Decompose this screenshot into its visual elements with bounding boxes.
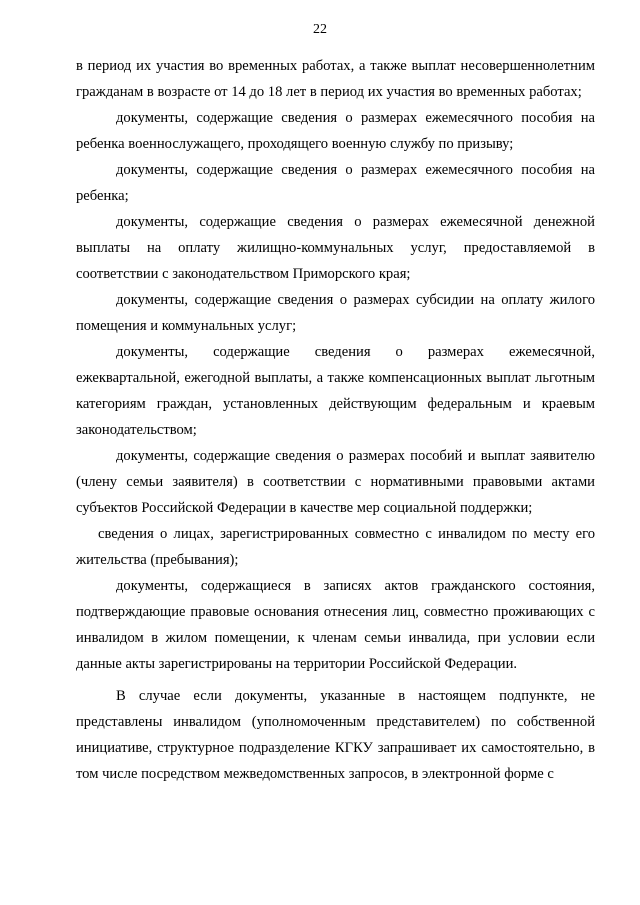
paragraph-continuation: в период их участия во временных работах, а также выплат несовершеннолетним гражданам в возрасте от 14 до 18 лет в период их участия во временных работах; [76, 58, 595, 100]
paragraph-child-benefit: документы, содержащие сведения о размерах ежемесячного пособия на ребенка; [76, 162, 595, 204]
document-body [76, 53, 595, 787]
paragraph-interagency-requests: В случае если документы, указанные в настоящем подпункте, не представлены инвалидом (уполномоченным представителем) по собственной инициативе, структурное подразделение КГКУ запрашивает их самостоятельно, в том числе посредством межведомственных запросов, в электронной форме с [76, 688, 595, 782]
paragraph-social-support: документы, содержащие сведения о размерах пособий и выплат заявителю (члену семьи заявителя) в соответствии с нормативными правовыми актами субъектов Российской Федерации в качестве мер социальной поддержки; [76, 448, 595, 516]
paragraph-housing-payment: документы, содержащие сведения о размерах ежемесячной денежной выплаты на оплату жилищно-коммунальных услуг, предоставляемой в соответствии с законодательством Приморского края; [76, 214, 595, 282]
paragraph-civil-records: документы, содержащиеся в записях актов гражданского состояния, подтверждающие правовые основания отнесения лиц, совместно проживающих с инвалидом в жилом помещении, к членам семьи инвалида, при условии если данные акты зарегистрированы на территории Российской Федерации. [76, 578, 595, 672]
paragraph-registered-persons: сведения о лицах, зарегистрированных совместно с инвалидом по месту его жительства (пребывания); [76, 526, 595, 568]
paragraph-housing-subsidy: документы, содержащие сведения о размерах субсидии на оплату жилого помещения и коммунальных услуг; [76, 292, 595, 334]
paragraph-compensation-payments: документы, содержащие сведения о размерах ежемесячной, ежеквартальной, ежегодной выплаты, а также компенсационных выплат льготным категориям граждан, установленных действующим федеральным и краевым законодательством; [76, 344, 595, 438]
page-number: 22 [313, 22, 327, 37]
paragraph-military-child-benefit: документы, содержащие сведения о размерах ежемесячного пособия на ребенка военнослужащего, проходящего военную службу по призыву; [76, 110, 595, 152]
